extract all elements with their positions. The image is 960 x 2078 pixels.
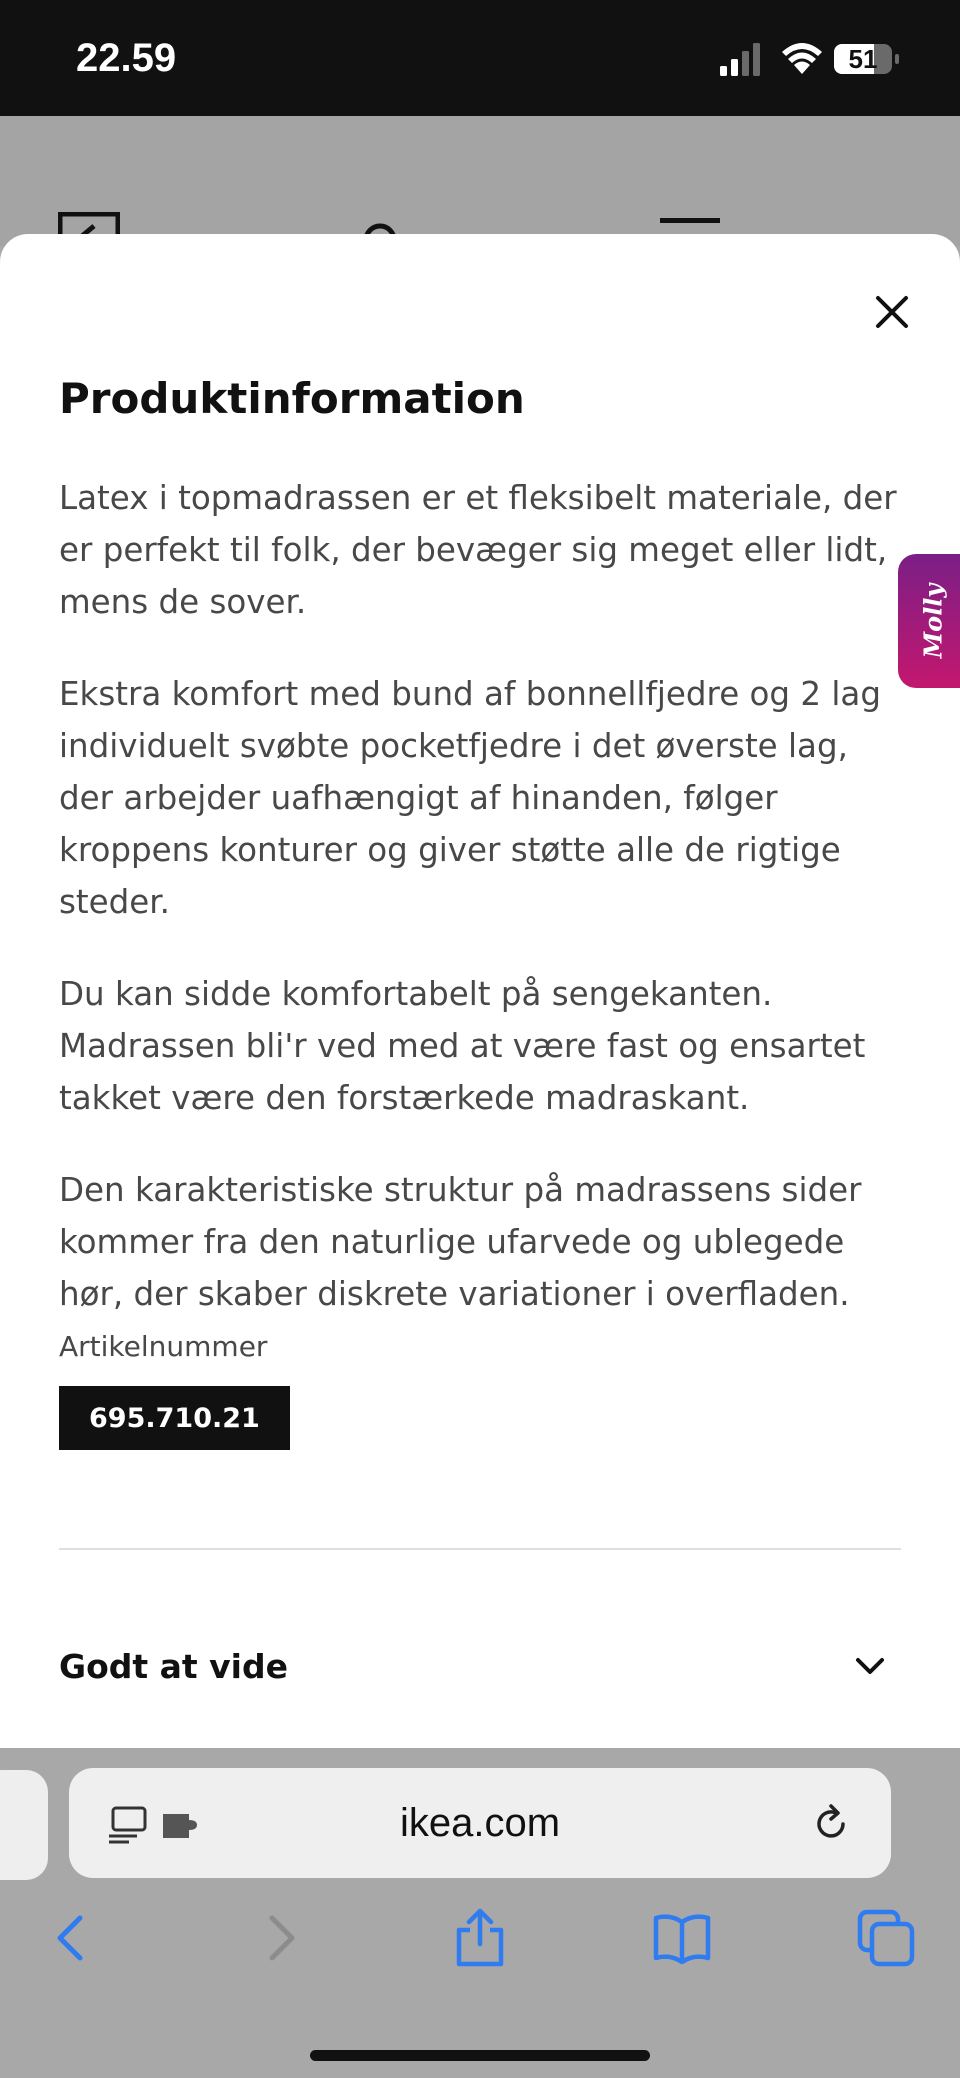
chevron-right-icon[interactable] (250, 1908, 310, 1968)
article-number-badge: 695.710.21 (59, 1386, 290, 1450)
cellular-signal-icon (720, 42, 764, 76)
browser-toolbar (0, 1748, 960, 2078)
book-icon[interactable] (652, 1908, 712, 1968)
address-bar[interactable] (69, 1768, 891, 1878)
description-paragraph: Ekstra komfort med bund af bonnellfjedre og 2 lag individuelt svøbte pocketfjedre i det øverste lag, der arbejder uafhængigt af hinanden, følger kroppens konturer og giver støtte alle de rigtige steder. (59, 675, 881, 921)
good-to-know-accordion[interactable] (59, 1626, 901, 1706)
chevron-down-icon (855, 1656, 885, 1676)
molly-label: Molly (918, 583, 948, 659)
chevron-left-icon[interactable] (42, 1908, 102, 1968)
divider (59, 1548, 901, 1550)
status-time: 22.59 (76, 36, 177, 80)
previous-tab-preview[interactable] (0, 1770, 48, 1880)
close-button[interactable] (860, 280, 924, 344)
share-icon[interactable] (450, 1908, 510, 1968)
reload-icon[interactable] (811, 1804, 851, 1844)
background-page (0, 116, 960, 246)
modal-title: Produktinformation (59, 374, 525, 423)
product-description (59, 472, 907, 1360)
molly-chat-button[interactable] (898, 554, 960, 688)
accordion-title: Godt at vide (59, 1646, 289, 1686)
product-info-modal (0, 234, 960, 1748)
close-icon (875, 295, 909, 329)
wifi-icon (780, 40, 824, 76)
description-paragraph: Du kan sidde komfortabelt på sengekanten. Madrassen bli'r ved med at være fast og ensartet takket være den forstærkede madraskant. (59, 975, 866, 1117)
tabs-icon[interactable] (856, 1908, 916, 1968)
description-paragraph: Den karakteristiske struktur på madrassens sider kommer fra den naturlige ufarvede og ublegede hør, der skaber diskrete variationer i overfladen. (59, 1171, 862, 1313)
url-text: ikea.com (399, 1801, 561, 1845)
article-number-label: Artikelnummer (59, 1330, 268, 1363)
description-paragraph: Latex i topmadrassen er et fleksibelt materiale, der er perfekt til folk, der bevæger sig meget eller lidt, mens de sover. (59, 479, 897, 621)
home-indicator (310, 2050, 650, 2061)
status-bar (0, 0, 960, 116)
battery-level: 51 (848, 44, 878, 74)
